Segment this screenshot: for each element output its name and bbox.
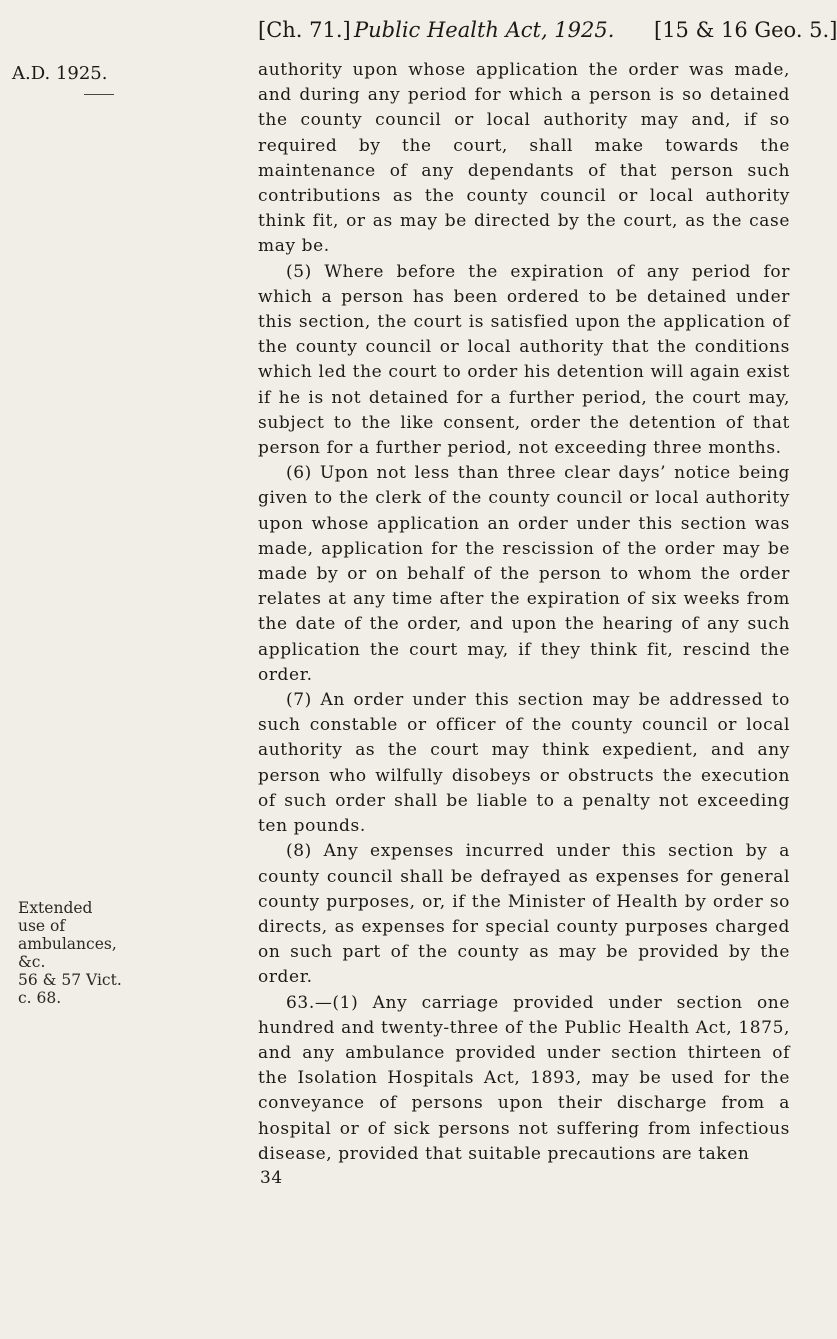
margin-note-line: &c. [18, 953, 46, 971]
margin-note-line: 56 & 57 Vict. [18, 971, 122, 989]
paragraph-subsection-5: (5) Where before the expiration of any period for which a person has been ordered to be detained under this section, the court is satisfied upon the application of the county council or local authority that the conditions which led the court to order his detention will again exist if he is not detained for a further period, the court may, subject to the like consent, order the detention of that person for a further period, not exceeding three months. [258, 261, 790, 459]
regnal-year: [15 & 16 Geo. 5.] [654, 18, 837, 42]
paragraph-subsection-8: (8) Any expenses incurred under this section by a county council shall be defrayed as expenses for general county purposes, or, if the Minister of Health by order so directs, as expenses for special county purposes charged on such part of the county as may be provided by the order. [258, 841, 790, 988]
margin-note-line: ambulances, [18, 935, 117, 953]
chapter-reference: [Ch. 71.] [258, 18, 351, 42]
margin-note-line: use of [18, 917, 66, 935]
margin-note [18, 899, 158, 1007]
margin-year: A.D. 1925. [12, 63, 108, 84]
paragraph-continuation: authority upon whose application the order was made, and during any period for which a person is so detained the county council or local authority may and, if so required by the court, shall make towards the maintenance of any dependants of that person such contributions as the county council or local authority think fit, or as may be directed by the court, as the case may be. [258, 60, 790, 257]
margin-note-line: Extended [18, 899, 93, 917]
body-text [258, 58, 790, 1189]
signature-mark: 34 [260, 1167, 283, 1188]
paragraph-section-63: 63.—(1) Any carriage provided under section one hundred and twenty-three of the Public Health Act, 1875, and any ambulance provided under section thirteen of the Isolation Hospitals Act, 1893, may be used for the conveyance of persons upon their discharge from a hospital or of sick persons not suffering from infectious disease, provided that suitable precautions are taken [258, 992, 790, 1164]
margin-rule [84, 94, 114, 95]
act-title: Public Health Act, 1925. [354, 18, 615, 42]
margin-note-line: c. 68. [18, 989, 62, 1007]
paragraph-subsection-6: (6) Upon not less than three clear days’ notice being given to the clerk of the county council or local authority upon whose application an order under this section was made, application for the rescission of the order may be made by or on behalf of the person to whom the order relates at any time after the expiration of six weeks from the date of the order, and upon the hearing of any such application the court may, if they think fit, rescind the order. [258, 463, 790, 685]
running-head [258, 14, 837, 46]
paragraph-subsection-7: (7) An order under this section may be addressed to such constable or officer of the county council or local authority as the court may think expedient, and any person who wilfully disobeys or obstructs the execution of such order shall be liable to a penalty not exceeding ten pounds. [258, 690, 790, 837]
